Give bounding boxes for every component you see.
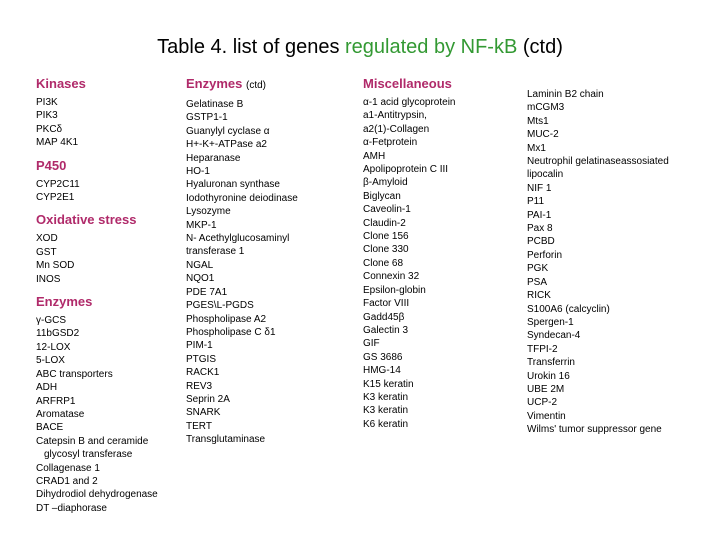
gene-item: NIF 1: [527, 182, 552, 194]
gene-item: GS 3686: [363, 351, 403, 363]
gene-item: Clone 156: [363, 231, 409, 243]
gene-item: 5-LOX: [36, 355, 65, 367]
gene-item: Urokin 16: [527, 370, 570, 382]
gene-item: α-Fetprotein: [363, 137, 418, 149]
gene-item: TFPI-2: [527, 343, 558, 355]
gene-item: Apolipoprotein C III: [363, 164, 449, 176]
gene-item: H+-K+-ATPase a2: [186, 139, 267, 151]
gene-item: Phospholipase C δ1: [186, 326, 276, 338]
gene-item: SNARK: [186, 407, 221, 419]
gene-item: Clone 68: [363, 257, 404, 269]
gene-item: MUC-2: [527, 129, 559, 141]
gene-item: lipocalin: [527, 169, 564, 181]
gene-item: Phospholipase A2: [186, 313, 267, 325]
gene-item: Claudin-2: [363, 217, 406, 229]
column-2: [186, 76, 298, 447]
gene-item: Laminin B2 chain: [527, 89, 604, 100]
gene-item: Transferrin: [527, 357, 575, 369]
column-1: [36, 76, 158, 523]
gene-item: PKCδ: [36, 123, 63, 135]
column-heading: [186, 76, 298, 94]
gene-item: Mn SOD: [36, 260, 75, 272]
gene-item: Seprin 2A: [186, 393, 230, 405]
gene-item: Perforin: [527, 249, 563, 261]
gene-item: K3 keratin: [363, 405, 409, 417]
gene-section: [36, 158, 158, 205]
gene-item: CRAD1 and 2: [36, 475, 98, 487]
gene-item: Spergen-1: [527, 316, 574, 328]
column-3: [363, 76, 456, 431]
gene-item: AMH: [363, 150, 386, 162]
gene-item: β-Amyloid: [363, 177, 408, 189]
gene-item: PDE 7A1: [186, 286, 228, 298]
gene-item: Biglycan: [363, 190, 401, 202]
gene-item: Epsilon-globin: [363, 284, 426, 296]
gene-list: [527, 88, 669, 437]
title-suffix: (ctd): [517, 36, 563, 58]
gene-item: PSA: [527, 276, 548, 288]
gene-item: ADH: [36, 382, 58, 394]
gene-item: Hyaluronan synthase: [186, 179, 280, 191]
title-highlight: regulated by NF-kB: [345, 36, 518, 58]
gene-item: UCP-2: [527, 397, 558, 409]
gene-item: Clone 330: [363, 244, 409, 256]
gene-item: ABC transporters: [36, 368, 113, 380]
gene-item: Mx1: [527, 142, 546, 154]
gene-item: Iodothyronine deiodinase: [186, 192, 298, 204]
gene-item: PTGIS: [186, 353, 217, 365]
gene-item: GSTP1-1: [186, 112, 228, 124]
gene-item: HO-1: [186, 166, 210, 178]
gene-item: PIM-1: [186, 340, 213, 352]
column-4: [527, 88, 669, 437]
gene-item: Pax 8: [527, 223, 553, 235]
gene-item: 11bGSD2: [36, 328, 80, 340]
gene-item: K3 keratin: [363, 391, 409, 403]
gene-list: [186, 98, 298, 447]
gene-item: MKP-1: [186, 219, 217, 231]
gene-item: CYP2C11: [36, 178, 80, 190]
section-heading: Enzymes: [36, 294, 93, 310]
gene-item: PGK: [527, 263, 549, 275]
heading-text: Enzymes: [186, 76, 243, 91]
gene-item: REV3: [186, 380, 213, 392]
gene-item: Mts1: [527, 115, 549, 127]
gene-item: UBE 2M: [527, 383, 565, 395]
gene-item: S100A6 (calcyclin): [527, 303, 610, 315]
gene-item: Neutrophil gelatinaseassosiated: [527, 156, 669, 168]
gene-item: a1-Antitrypsin,: [363, 110, 427, 122]
gene-item: glycosyl transferase: [44, 449, 133, 461]
heading-note: (ctd): [246, 80, 266, 91]
gene-item: PAI-1: [527, 209, 552, 221]
gene-item: NQO1: [186, 273, 215, 285]
gene-item: K6 keratin: [363, 418, 409, 430]
gene-item: INOS: [36, 273, 61, 285]
gene-item: DT –diaphorase: [36, 502, 107, 514]
gene-item: α-1 acid glycoprotein: [363, 97, 456, 108]
gene-item: N- Acethylglucosaminyl: [186, 233, 290, 245]
gene-item: RACK1: [186, 367, 220, 379]
section-heading: Kinases: [36, 76, 86, 91]
gene-item: NGAL: [186, 259, 214, 271]
gene-item: XOD: [36, 233, 58, 245]
page-title: [0, 34, 720, 60]
gene-item: Guanylyl cyclase α: [186, 125, 270, 137]
gene-item: Factor VIII: [363, 298, 410, 310]
gene-item: 12-LOX: [36, 341, 71, 353]
gene-item: PGES\L-PGDS: [186, 300, 254, 312]
gene-item: Connexin 32: [363, 271, 420, 283]
gene-item: HMG-14: [363, 365, 401, 377]
column-heading: Miscellaneous: [363, 76, 452, 91]
gene-item: Collagenase 1: [36, 462, 100, 474]
gene-item: Lysozyme: [186, 206, 231, 218]
gene-item: Syndecan-4: [527, 330, 581, 342]
gene-item: ARFRP1: [36, 395, 76, 407]
gene-item: Transglutaminase: [186, 434, 266, 446]
gene-section: [36, 76, 158, 150]
gene-item: CYP2E1: [36, 192, 75, 204]
gene-item: P11: [527, 196, 545, 208]
gene-item: TERT: [186, 420, 212, 432]
gene-section: [36, 212, 158, 286]
gene-item: Aromatase: [36, 408, 85, 420]
gene-item: BACE: [36, 422, 64, 434]
gene-item: PCBD: [527, 236, 555, 248]
gene-item: Gelatinase B: [186, 99, 244, 110]
title-prefix: Table 4. list of genes: [157, 36, 346, 58]
gene-item: γ-GCS: [36, 315, 66, 327]
gene-section: [36, 294, 158, 515]
gene-item: Galectin 3: [363, 324, 409, 336]
gene-item: PI3K: [36, 97, 58, 108]
gene-item: Dihydrodiol dehydrogenase: [36, 489, 158, 501]
gene-item: Caveolin-1: [363, 204, 411, 216]
gene-item: MAP 4K1: [36, 137, 79, 149]
section-heading: Oxidative stress: [36, 212, 137, 228]
gene-item: Heparanase: [186, 152, 241, 164]
gene-item: PIK3: [36, 110, 58, 122]
gene-list: [363, 96, 456, 431]
gene-item: mCGM3: [527, 102, 565, 114]
gene-item: transferase 1: [186, 246, 245, 258]
section-heading: P450: [36, 157, 67, 173]
gene-item: Vimentin: [527, 410, 566, 422]
gene-item: Catepsin B and ceramide: [36, 435, 149, 447]
gene-item: RICK: [527, 290, 551, 302]
gene-item: GIF: [363, 338, 380, 350]
gene-item: Gadd45β: [363, 311, 405, 323]
gene-item: GST: [36, 246, 57, 258]
gene-item: K15 keratin: [363, 378, 414, 390]
gene-item: Wilms' tumor suppressor gene: [527, 424, 662, 436]
gene-item: a2(1)-Collagen: [363, 123, 430, 135]
